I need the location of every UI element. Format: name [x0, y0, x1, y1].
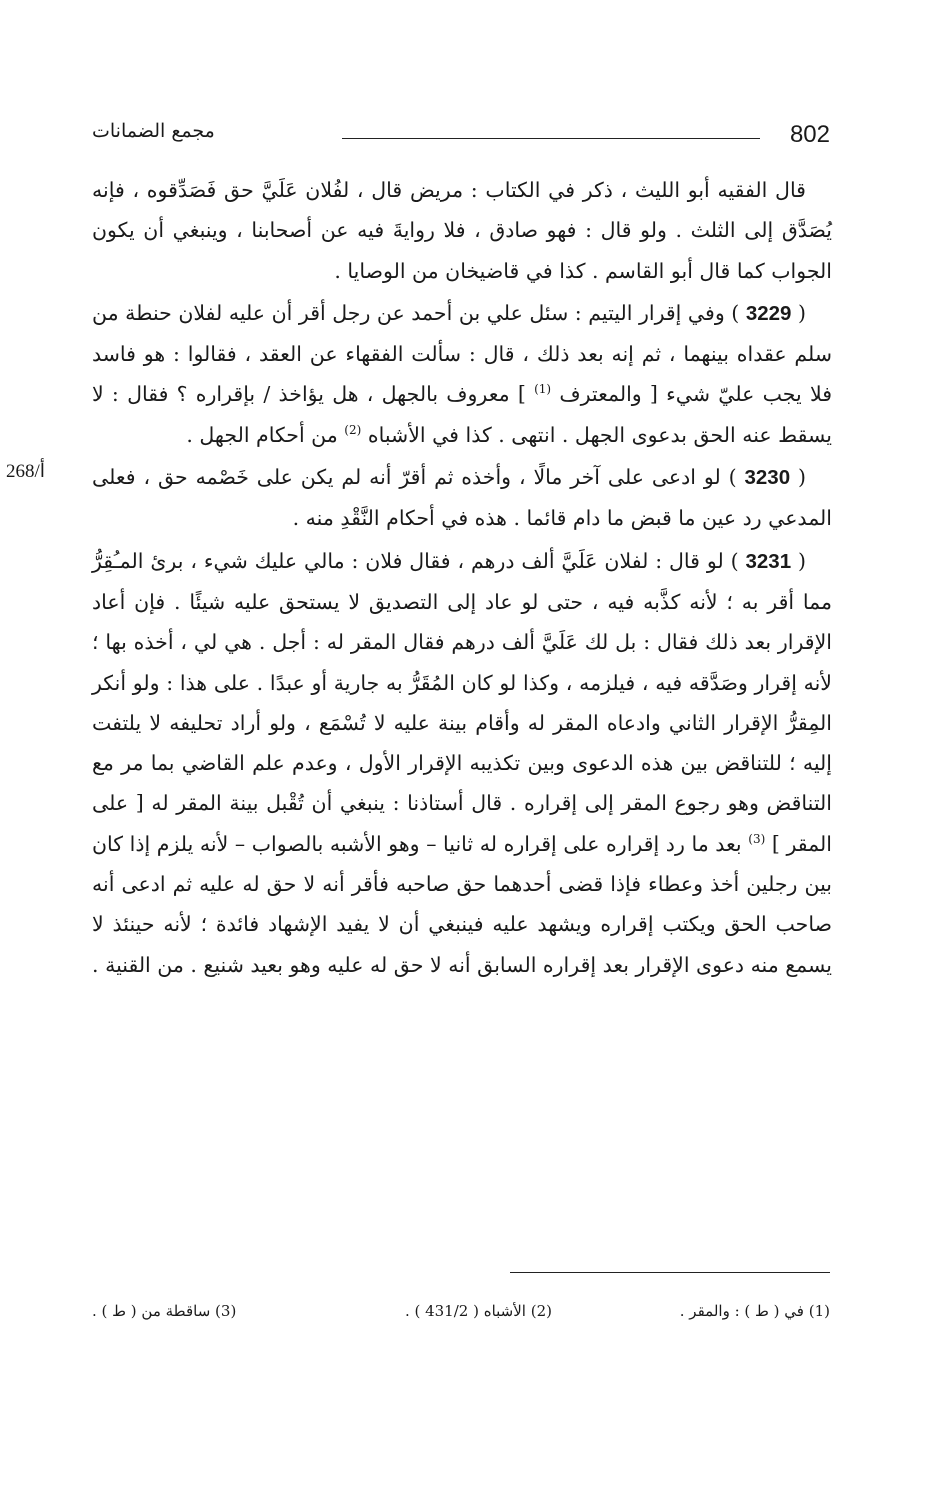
paragraph-intro [92, 170, 832, 291]
footnote-ref: (2) [344, 422, 362, 437]
paragraph-text-cont: من أحكام الجهل . [186, 422, 338, 447]
paragraph-text: لو قال : لفلان عَلَيَّ ألف درهم ، فقال فلان : مالي عليك شيء ، برئ المـُقِرُّ مما أقر به ؛ لأنه كذَّبه فيه ، حتى لو عاد إلى التصديق لا يستحق عليه شيئًا . فإن أعاد الإقرار بعد ذلك فقال : بل لك عَلَيَّ ألف درهم فقال المقر له : أجل . هي لي ، أخذه بها ؛ لأنه إقرار وصَدَّقه فيه ، فيلزمه ، وكذا لو كان المُقَرُّ به جارية أو عبدًا . على هذا : ولو أنكر المِقرُّ الإقرار الثاني وادعاه المقر له وأقام بينة عليه لا تُسْمَع ، ولو أراد تحليفه لا يلتفت إليه ؛ للتناقض بين هذه الدعوى وبين تكذيبه الإقرار الأول ، وعدم علم القاضي بما مر مع التناقض وهو رجوع المقر إلى إقراره . قال أستاذنا : ينبغي أن تُقْبل بينة المقر له [ على المقر ] [92, 548, 832, 856]
entry-number: 3230 [744, 466, 791, 490]
body-text [92, 170, 832, 987]
paragraph-text-cont: بعد ما رد إقراره على إقراره له ثانيا – وهو الأشبه بالصواب – لأنه يلزم إذا كان بين رجلين أخذ وعطاء فإذا قضى أحدهما حق صاحبه فأقر أنه لا حق له عليه ثم ادعى أنه صاحب الحق ويكتب إقراره ويشهد عليه فينبغي أن لا يفيد الإشهاد فائدة ؛ لأنه حينئذ لا يسمع منه دعوى الإقرار بعد إقراره السابق أنه لا حق له عليه وهو بعيد شنيع . من القنية . [92, 831, 832, 977]
footnote-1: (1) في ( ط ) : والمقر . [679, 1302, 830, 1320]
paragraph-text-cont: ] معروف بالجهل ، هل يؤاخذ / بإقراره ؟ فقال : لا يسقط عنه الحق بدعوى الجهل . انتهى . كذا في الأشباه [92, 382, 832, 447]
running-title: مجمع الضمانات [92, 120, 215, 142]
paragraph-3231: ( 3231 ) لو قال : لفلان عَلَيَّ ألف درهم ، فقال فلان : مالي عليك شيء ، برئ المـُقِرُّ مما أقر به ؛ لأنه كذَّبه فيه ، حتى لو عاد إلى التصديق لا يستحق عليه شيئًا . فإن أعاد الإقرار بعد ذلك فقال : بل لك عَلَيَّ ألف درهم فقال المقر له : أجل . هي لي ، أخذه بها ؛ لأنه إقرار وصَدَّقه فيه ، فيلزمه ، وكذا لو كان المُقَرُّ به جارية أو عبدًا . على هذا : ولو أنكر المِقرُّ الإقرار الثاني وادعاه المقر له وأقام بينة عليه لا تُسْمَع ، ولو أراد تحليفه لا يلتفت إليه ؛ للتناقض بين هذه الدعوى وبين تكذيبه الإقرار الأول ، وعدم علم القاضي بما مر مع التناقض وهو رجوع المقر إلى إقراره . قال أستاذنا : ينبغي أن تُقْبل بينة المقر له [ على المقر ] $^{(3)}$ بعد ما رد إقراره على إقراره له ثانيا – وهو الأشبه بالصواب – لأنه يلزم إذا كان بين رجلين أخذ وعطاء فإذا قضى أحدهما حق صاحبه فأقر أنه لا حق له عليه ثم ادعى أنه صاحب الحق ويكتب إقراره ويشهد عليه فينبغي أن لا يفيد الإشهاد فائدة ؛ لأنه حينئذ لا يسمع منه دعوى الإقرار بعد إقراره السابق أنه لا حق له عليه وهو بعيد شنيع . من القنية . [92, 548, 832, 977]
page-number: 802 [789, 121, 830, 148]
paragraph-text: قال الفقيه أبو الليث ، ذكر في الكتاب : مريض قال ، لفُلان عَلَيَّ حق فَصَدِّقوه ، فإنه يُصَدَّق إلى الثلث . ولو قال : فهو صادق ، فلا روايةَ فيه عن أصحابنا ، وينبغي أن يكون الجواب كما قال أبو القاسم . كذا في قاضيخان من الوصايا . [92, 178, 832, 283]
paragraph-text: وفي إقرار اليتيم : سئل علي بن أحمد عن رجل أقر أن عليه لفلان حنطة من سلم عقداه بينهما ، ثم إنه بعد ذلك ، قال : سألت الفقهاء عن العقد ، فقالوا : هو فاسد فلا يجب عليّ شيء [ والمعترف [92, 300, 832, 407]
margin-folio-note: 268/أ [6, 461, 46, 482]
paragraph-3230: ( 3230 ) لو ادعى على آخر مالًا ، وأخذه ثم أقرّ أنه لم يكن على خَصْمه حق ، فعلى المدعي رد عين ما قبض ما دام قائما . هذه في أحكام النَّقْدِ منه . [92, 465, 832, 531]
footnote-rule [510, 1272, 830, 1273]
footnotes [92, 1302, 830, 1332]
paragraph-3229: ( 3229 ) وفي إقرار اليتيم : سئل علي بن أحمد عن رجل أقر أن عليه لفلان حنطة من سلم عقداه بينهما ، ثم إنه بعد ذلك ، قال : سألت الفقهاء عن العقد ، فقالوا : هو فاسد فلا يجب عليّ شيء [ والمعترف $^{(1)}$ ] معروف بالجهل ، هل يؤاخذ / بإقراره ؟ فقال : لا يسقط عنه الحق بدعوى الجهل . انتهى . كذا في الأشباه $^{(2)}$ من أحكام الجهل . [92, 300, 832, 447]
footnote-2: (2) الأشباه ( 431/2 ) . [404, 1302, 552, 1320]
entry-number: 3231 [745, 549, 792, 573]
footnote-ref: (1) [534, 382, 552, 397]
entry-number: 3229 [745, 301, 792, 325]
page-header [92, 118, 830, 158]
footnote-ref: (3) [748, 831, 766, 846]
footnote-3: (3) ساقطة من ( ط ) . [92, 1302, 237, 1320]
paragraph-text: لو ادعى على آخر مالًا ، وأخذه ثم أقرّ أنه لم يكن على خَصْمه حق ، فعلى المدعي رد عين ما قبض ما دام قائما . هذه في أحكام النَّقْدِ منه . [92, 465, 832, 531]
header-rule [342, 138, 760, 139]
